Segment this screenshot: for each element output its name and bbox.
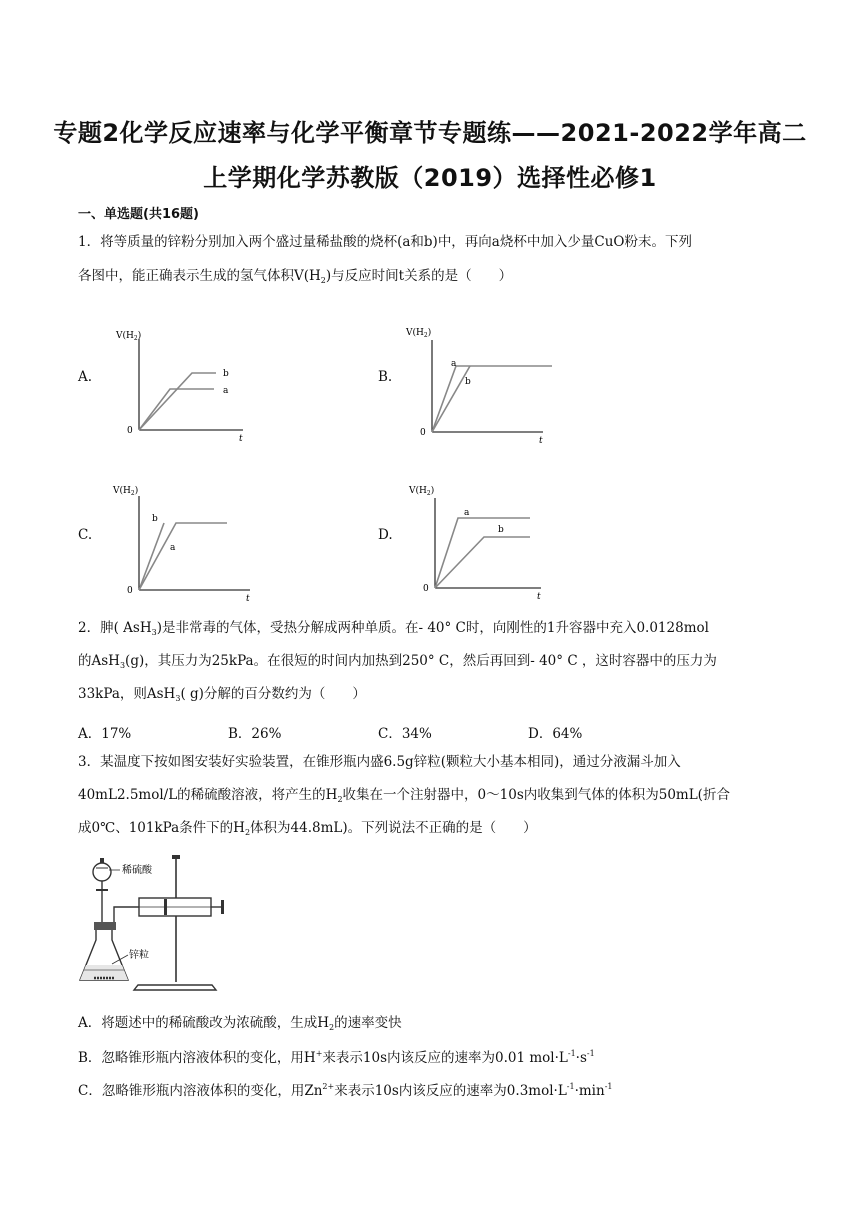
graph-b-curve-b: [432, 366, 470, 432]
q1-graph-d: [408, 480, 553, 608]
graph-d-xlabel: t: [537, 592, 541, 602]
graph-d-curve-a: [435, 518, 530, 588]
apparatus-zinc-label: 锌粒: [129, 950, 149, 961]
apparatus-acid-label: 稀硫酸: [122, 865, 152, 876]
q1-option-a-label: A.: [78, 369, 93, 385]
q3-option-b: B．忽略锥形瓶内溶液体积的变化，用H+来表示10s内该反应的速率为0.01 $mol\cdot L^{-1}\cdot s^{-1}$: [78, 1049, 595, 1066]
graph-c-label-b: b: [152, 514, 158, 524]
page-title-line-2: 上学期化学苏教版（2019）选择性必修1: [203, 164, 657, 192]
graph-a-xlabel: t: [239, 434, 243, 444]
graph-b-ylabel: $V(H_2)$: [406, 328, 432, 339]
graph-b-xlabel: t: [539, 436, 543, 446]
graph-d-ylabel: $V(H_2)$: [409, 486, 435, 497]
graph-b-origin: 0: [420, 428, 426, 438]
graph-b-label-b: b: [465, 377, 471, 387]
q2-option-d: D．64%: [528, 726, 583, 742]
q1-graph-b: [405, 322, 555, 447]
q3-line-3: 成0℃、101kPa条件下的$H_2$体积为44.8mL)。下列说法不正确的是（ ）: [78, 820, 537, 837]
graph-b-curve-a: [432, 366, 552, 432]
graph-a-label-a: a: [223, 386, 229, 396]
q1-graph-a: [115, 325, 255, 445]
graph-c-label-a: a: [170, 543, 176, 553]
section-heading: 一、单选题(共16题): [78, 207, 199, 222]
graph-d-label-a: a: [464, 508, 470, 518]
graph-d-label-b: b: [498, 525, 504, 535]
page-title-line-1: 专题2化学反应速率与化学平衡章节专题练——2021-2022学年高二: [53, 119, 807, 147]
q3-line-2: 40mL2.5mol/L的稀硫酸溶液，将产生的$H_2$收集在一个注射器中，0～10s内收集到气体的体积为50mL(折合: [78, 787, 730, 804]
graph-a-curve-b: [139, 373, 216, 430]
q1-line-2: 各图中，能正确表示生成的氢气体积$V(H_2)$与反应时间t关系的是（ ）: [78, 268, 513, 285]
q1-graph-c: [112, 480, 262, 608]
graph-d-origin: 0: [423, 584, 429, 594]
graph-c-origin: 0: [127, 586, 133, 596]
q2-option-c: C．34%: [378, 726, 432, 742]
q3-apparatus-diagram: [76, 852, 236, 997]
graph-a-ylabel: $V(H_2)$: [116, 331, 142, 342]
q2-option-b: B．26%: [228, 726, 282, 742]
graph-c-xlabel: t: [246, 594, 250, 604]
q2-option-a: A．17%: [78, 726, 132, 742]
q1-option-d-label: D.: [378, 527, 393, 543]
q2-line-1: 2．胂( AsH$_3$)是非常毒的气体，受热分解成两种单质。在- 40° C时，向刚性的1升容器中充入0.0128mol: [78, 620, 709, 637]
graph-c-ylabel: $V(H_2)$: [113, 486, 139, 497]
graph-a-label-b: b: [223, 369, 229, 379]
q3-line-1: 3．某温度下按如图安装好实验装置，在锥形瓶内盛6.5g锌粒(颗粒大小基本相同)，通过分液漏斗加入: [78, 754, 681, 770]
q3-option-c: C．忽略锥形瓶内溶液体积的变化，用$Zn^{2+}$来表示10s内该反应的速率为$0.3mol\cdot L^{-1}\cdot\min^{-1}$: [78, 1082, 613, 1099]
q2-line-3: 33kPa，则AsH$_3$( g)分解的百分数约为（ ）: [78, 686, 366, 703]
q1-option-b-label: B.: [378, 369, 393, 385]
graph-b-label-a: a: [451, 359, 457, 369]
graph-a-curve-a: [139, 389, 214, 430]
graph-a-origin: 0: [127, 426, 133, 436]
graph-c-curve-b: [139, 523, 164, 590]
q1-option-c-label: C.: [78, 527, 93, 543]
q3-option-a: A．将题述中的稀硫酸改为浓硫酸，生成$H_2$的速率变快: [78, 1015, 402, 1032]
q2-line-2: 的AsH$_3$(g)，其压力为25kPa。在很短的时间内加热到250° C，然后再回到- 40° C ，这时容器中的压力为: [78, 653, 717, 670]
q1-line-1: 1．将等质量的锌粉分别加入两个盛过量稀盐酸的烧杯(a和b)中，再向a烧杯中加入少量CuO粉末。下列: [78, 234, 692, 250]
